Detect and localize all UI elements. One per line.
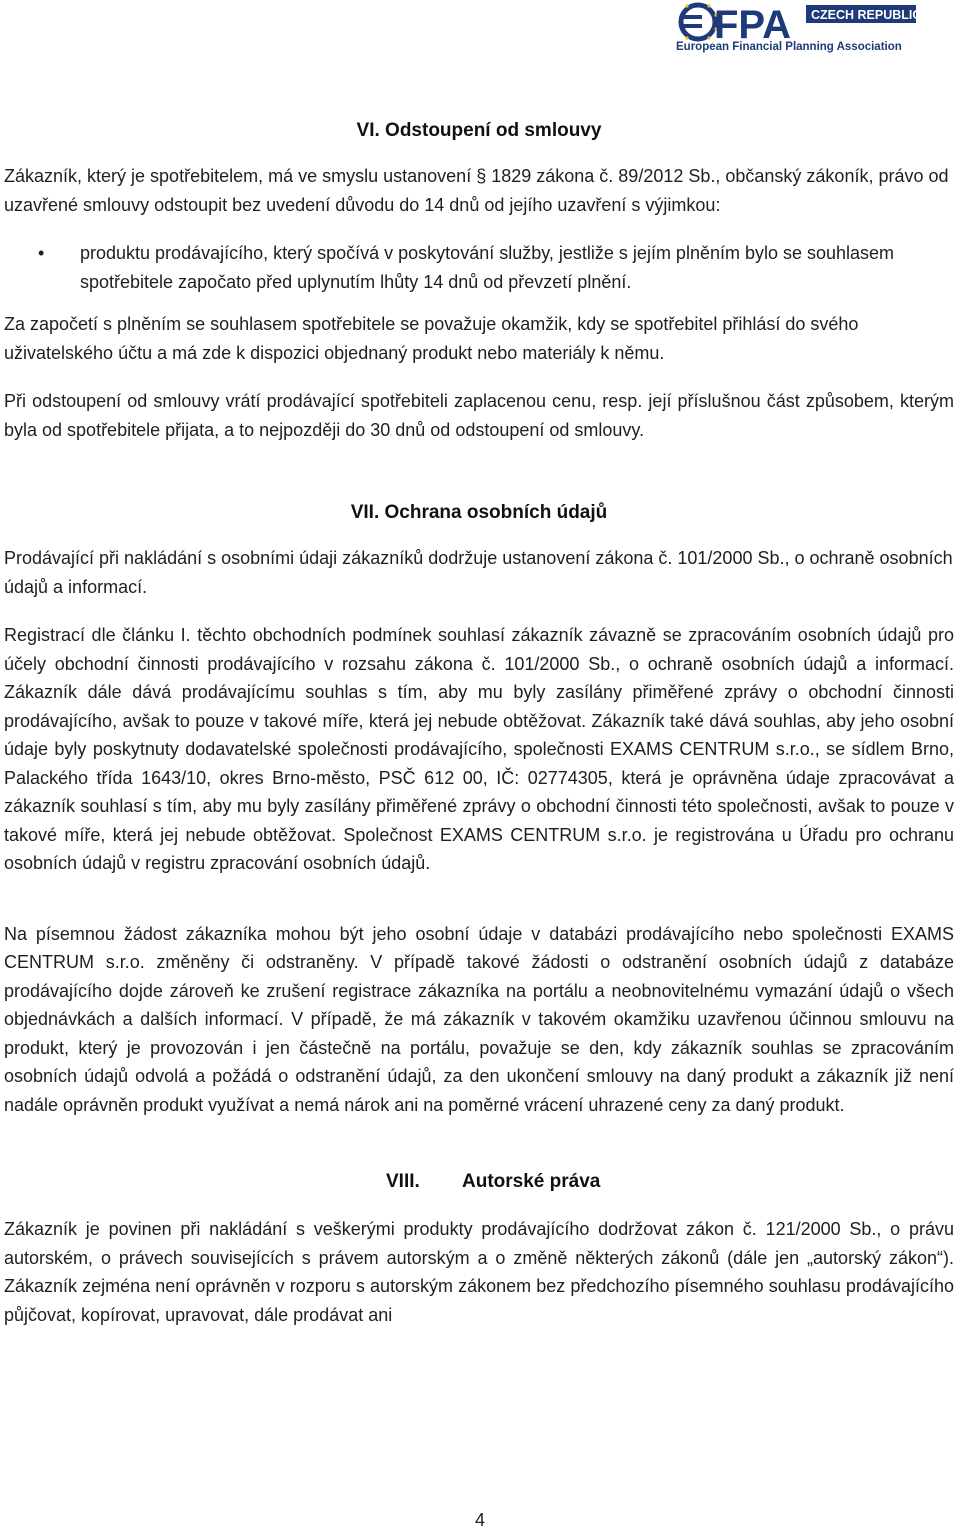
bullet-icon: • [38,243,45,263]
efpa-logo-graphic [676,2,958,54]
logo-badge: CZECH REPUBLIC [811,8,922,22]
section-6-paragraph-2: Za započetí s plněním se souhlasem spotřebitele se považuje okamžik, kdy se spotřebitel přihlásí do svého uživatelského účtu a má zde k dispozici objednaný produkt nebo materiály k němu. [4,314,859,363]
section-6-paragraph-1: Zákazník, který je spotřebitelem, má ve smyslu ustanovení § 1829 zákona č. 89/2012 Sb., občanský zákoník, právo od uzavřené smlouvy odstoupit bez uvedení důvodu do 14 dnů od jejího uzavření s výjimkou: [4,166,949,215]
efpa-logo [676,2,958,54]
section-7-heading: VII. Ochrana osobních údajů [350,502,608,523]
page-number: 4 [474,1510,485,1530]
section-8-title: Autorské práva [462,1171,601,1192]
section-6-heading: VI. Odstoupení od smlouvy [356,120,602,141]
list-item-text: produktu prodávajícího, který spočívá v poskytování služby, jestliže s jejím plněním bylo se souhlasem spotřebitele započato před uplynutím lhůty 14 dnů od převzetí plnění. [80,243,895,292]
spacer [4,898,954,920]
logo-word: FPA [714,3,792,47]
section-8-heading [4,1171,954,1193]
section-6-paragraph-3: Při odstoupení od smlouvy vrátí prodávající spotřebiteli zaplacenou cenu, resp. její příslušnou část způsobem, kterým byla od spotřebitele přijata, a to nejpozději do 30 dnů od odstoupení od smlouvy. [4,391,954,440]
section-7-paragraph-1: Prodávající při nakládání s osobními údaji zákazníků dodržuje ustanovení zákona č. 101/2000 Sb., o ochraně osobních údajů a informací. [4,548,953,597]
section-6-exception-list [4,239,954,296]
section-8-paragraph-1: Zákazník je povinen při nakládání s veškerými produkty prodávajícího dodržovat zákon č. 121/2000 Sb., o právu autorském, o právech souvisejících s právem autorským a o změně některých zákonů (dále jen „autorský zákon“). Zákazník zejména není oprávněn v rozporu s autorským zákonem bez předchozího písemného souhlasu prodávajícího půjčovat, kopírovat, upravovat, dále prodávat ani [4,1219,954,1325]
logo-tagline: European Financial Planning Association [676,41,902,53]
list-item [38,239,954,296]
section-7-paragraph-2: Registrací dle článku I. těchto obchodních podmínek souhlasí zákazník závazně se zpracováním osobních údajů pro účely obchodní činnosti prodávajícího v rozsahu zákona č. 101/2000 Sb., o ochraně osobních údajů a informací. Zákazník dále dává prodávajícímu souhlas s tím, aby mu byly zasílány přiměřené zprávy o obchodní činnosti prodávajícího, avšak to pouze v takové míře, která jej nebude obtěžovat. Zákazník také dává souhlas, aby jeho osobní údaje byly poskytnuty dodavatelské společnosti prodávajícího, společnosti EXAMS CENTRUM s.r.o., se sídlem Brno, Palackého třída 1643/10, okres Brno-město, PSČ 612 00, IČ: 02774305, která je oprávněna údaje zpracovávat a zákazník souhlasí s tím, aby mu byly zasílány přiměřené zprávy o obchodní činnosti této společnosti, avšak to pouze v takové míře, která jej nebude obtěžovat. Společnost EXAMS CENTRUM s.r.o. je registrována u Úřadu pro ochranu osobních údajů v registru zpracování osobních údajů. [4,625,954,873]
section-7-paragraph-3: Na písemnou žádost zákazníka mohou být jeho osobní údaje v databázi prodávajícího nebo společnosti EXAMS CENTRUM s.r.o. změněny či odstraněny. V případě takové žádosti o odstranění osobních údajů z databáze prodávajícího dojde zároveň ke zrušení registrace zákazníka na portálu a neobnovitelnému vymazání údajů o všech objednávkách a dalších informací. V případě, že má zákazník v takovém okamžiku uzavřenou účinnou smlouvu na produkt, který je provozován i jen částečně na portálu, považuje se den, kdy zákazník souhlas se zpracováním osobních údajů odvolá a požádá o odstranění údajů, za den ukončení smlouvy na daný produkt a zákazník již není nadále oprávněn produkt využívat a nemá nárok ani na poměrné vrácení uhrazené ceny za daný produkt. [4,923,954,1115]
document-page [4,120,954,1349]
section-8-number: VIII. [386,1171,420,1192]
